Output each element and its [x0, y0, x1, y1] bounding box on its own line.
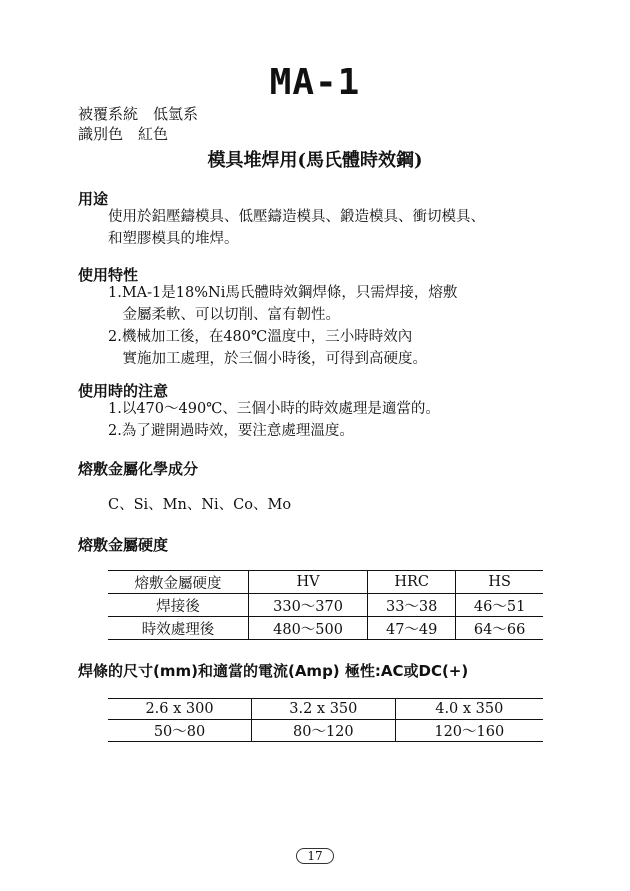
table-cell: 焊接後 [108, 594, 249, 617]
identification-color: 識別色 紅色 [78, 125, 169, 143]
chem-heading: 熔敷金屬化學成分 [78, 460, 199, 478]
table-header-cell: 熔敷金屬硬度 [108, 571, 249, 594]
table-row [108, 594, 543, 617]
features-text [108, 282, 457, 370]
table-cell: 46～51 [456, 594, 543, 617]
notes-line: 2.為了避開過時效，要注意處理溫度。 [108, 423, 354, 439]
size-cell: 4.0 x 350 [395, 699, 543, 720]
features-line: 金屬柔軟、可以切削、富有韌性。 [108, 307, 340, 323]
features-line: 1.MA-1是18%Ni馬氏體時效鋼焊條，只需焊接，熔敷 [108, 285, 458, 301]
coating-system: 被覆系統 低氫系 [78, 105, 199, 123]
table-row [108, 699, 543, 720]
usage-text [108, 206, 485, 250]
notes-heading: 使用時的注意 [78, 382, 169, 400]
chem-elements: C、Si、Mn、Ni、Co、Mo [108, 497, 292, 513]
table-header-cell: HRC [368, 571, 456, 594]
page-title: MA-1 [269, 62, 361, 103]
notes-text [108, 398, 440, 442]
current-table [108, 698, 543, 742]
notes-line: 1.以470～490℃、三個小時的時效處理是適當的。 [108, 401, 440, 417]
hardness-heading: 熔敷金屬硬度 [78, 536, 169, 554]
table-cell: 64～66 [456, 617, 543, 640]
page-subtitle: 模具堆焊用(馬氏體時效鋼) [207, 150, 423, 171]
table-cell: 47～49 [368, 617, 456, 640]
amp-cell: 120～160 [395, 720, 543, 742]
features-line: 實施加工處理，於三個小時後，可得到高硬度。 [108, 351, 427, 367]
table-header-cell: HS [456, 571, 543, 594]
table-cell: 330～370 [249, 594, 368, 617]
features-heading: 使用特性 [78, 266, 139, 284]
table-cell: 時效處理後 [108, 617, 249, 640]
usage-line: 和塑膠模具的堆焊。 [108, 231, 239, 247]
page-number [0, 848, 630, 864]
usage-heading: 用途 [78, 190, 109, 208]
size-cell: 2.6 x 300 [108, 699, 252, 720]
amp-cell: 80～120 [252, 720, 396, 742]
table-row [108, 617, 543, 640]
page-number-label: 17 [296, 848, 333, 864]
table-cell: 33～38 [368, 594, 456, 617]
table-header-row [108, 571, 543, 594]
usage-line: 使用於鋁壓鑄模具、低壓鑄造模具、鍛造模具、衝切模具、 [108, 209, 485, 225]
table-cell: 480～500 [249, 617, 368, 640]
table-header-cell: HV [249, 571, 368, 594]
features-line: 2.機械加工後，在480℃溫度中，三小時時效內 [108, 329, 413, 345]
size-cell: 3.2 x 350 [252, 699, 396, 720]
table-row [108, 720, 543, 742]
hardness-table [108, 570, 543, 640]
current-heading: 焊條的尺寸(mm)和適當的電流(Amp) 極性:AC或DC(+) [78, 662, 469, 680]
amp-cell: 50～80 [108, 720, 252, 742]
